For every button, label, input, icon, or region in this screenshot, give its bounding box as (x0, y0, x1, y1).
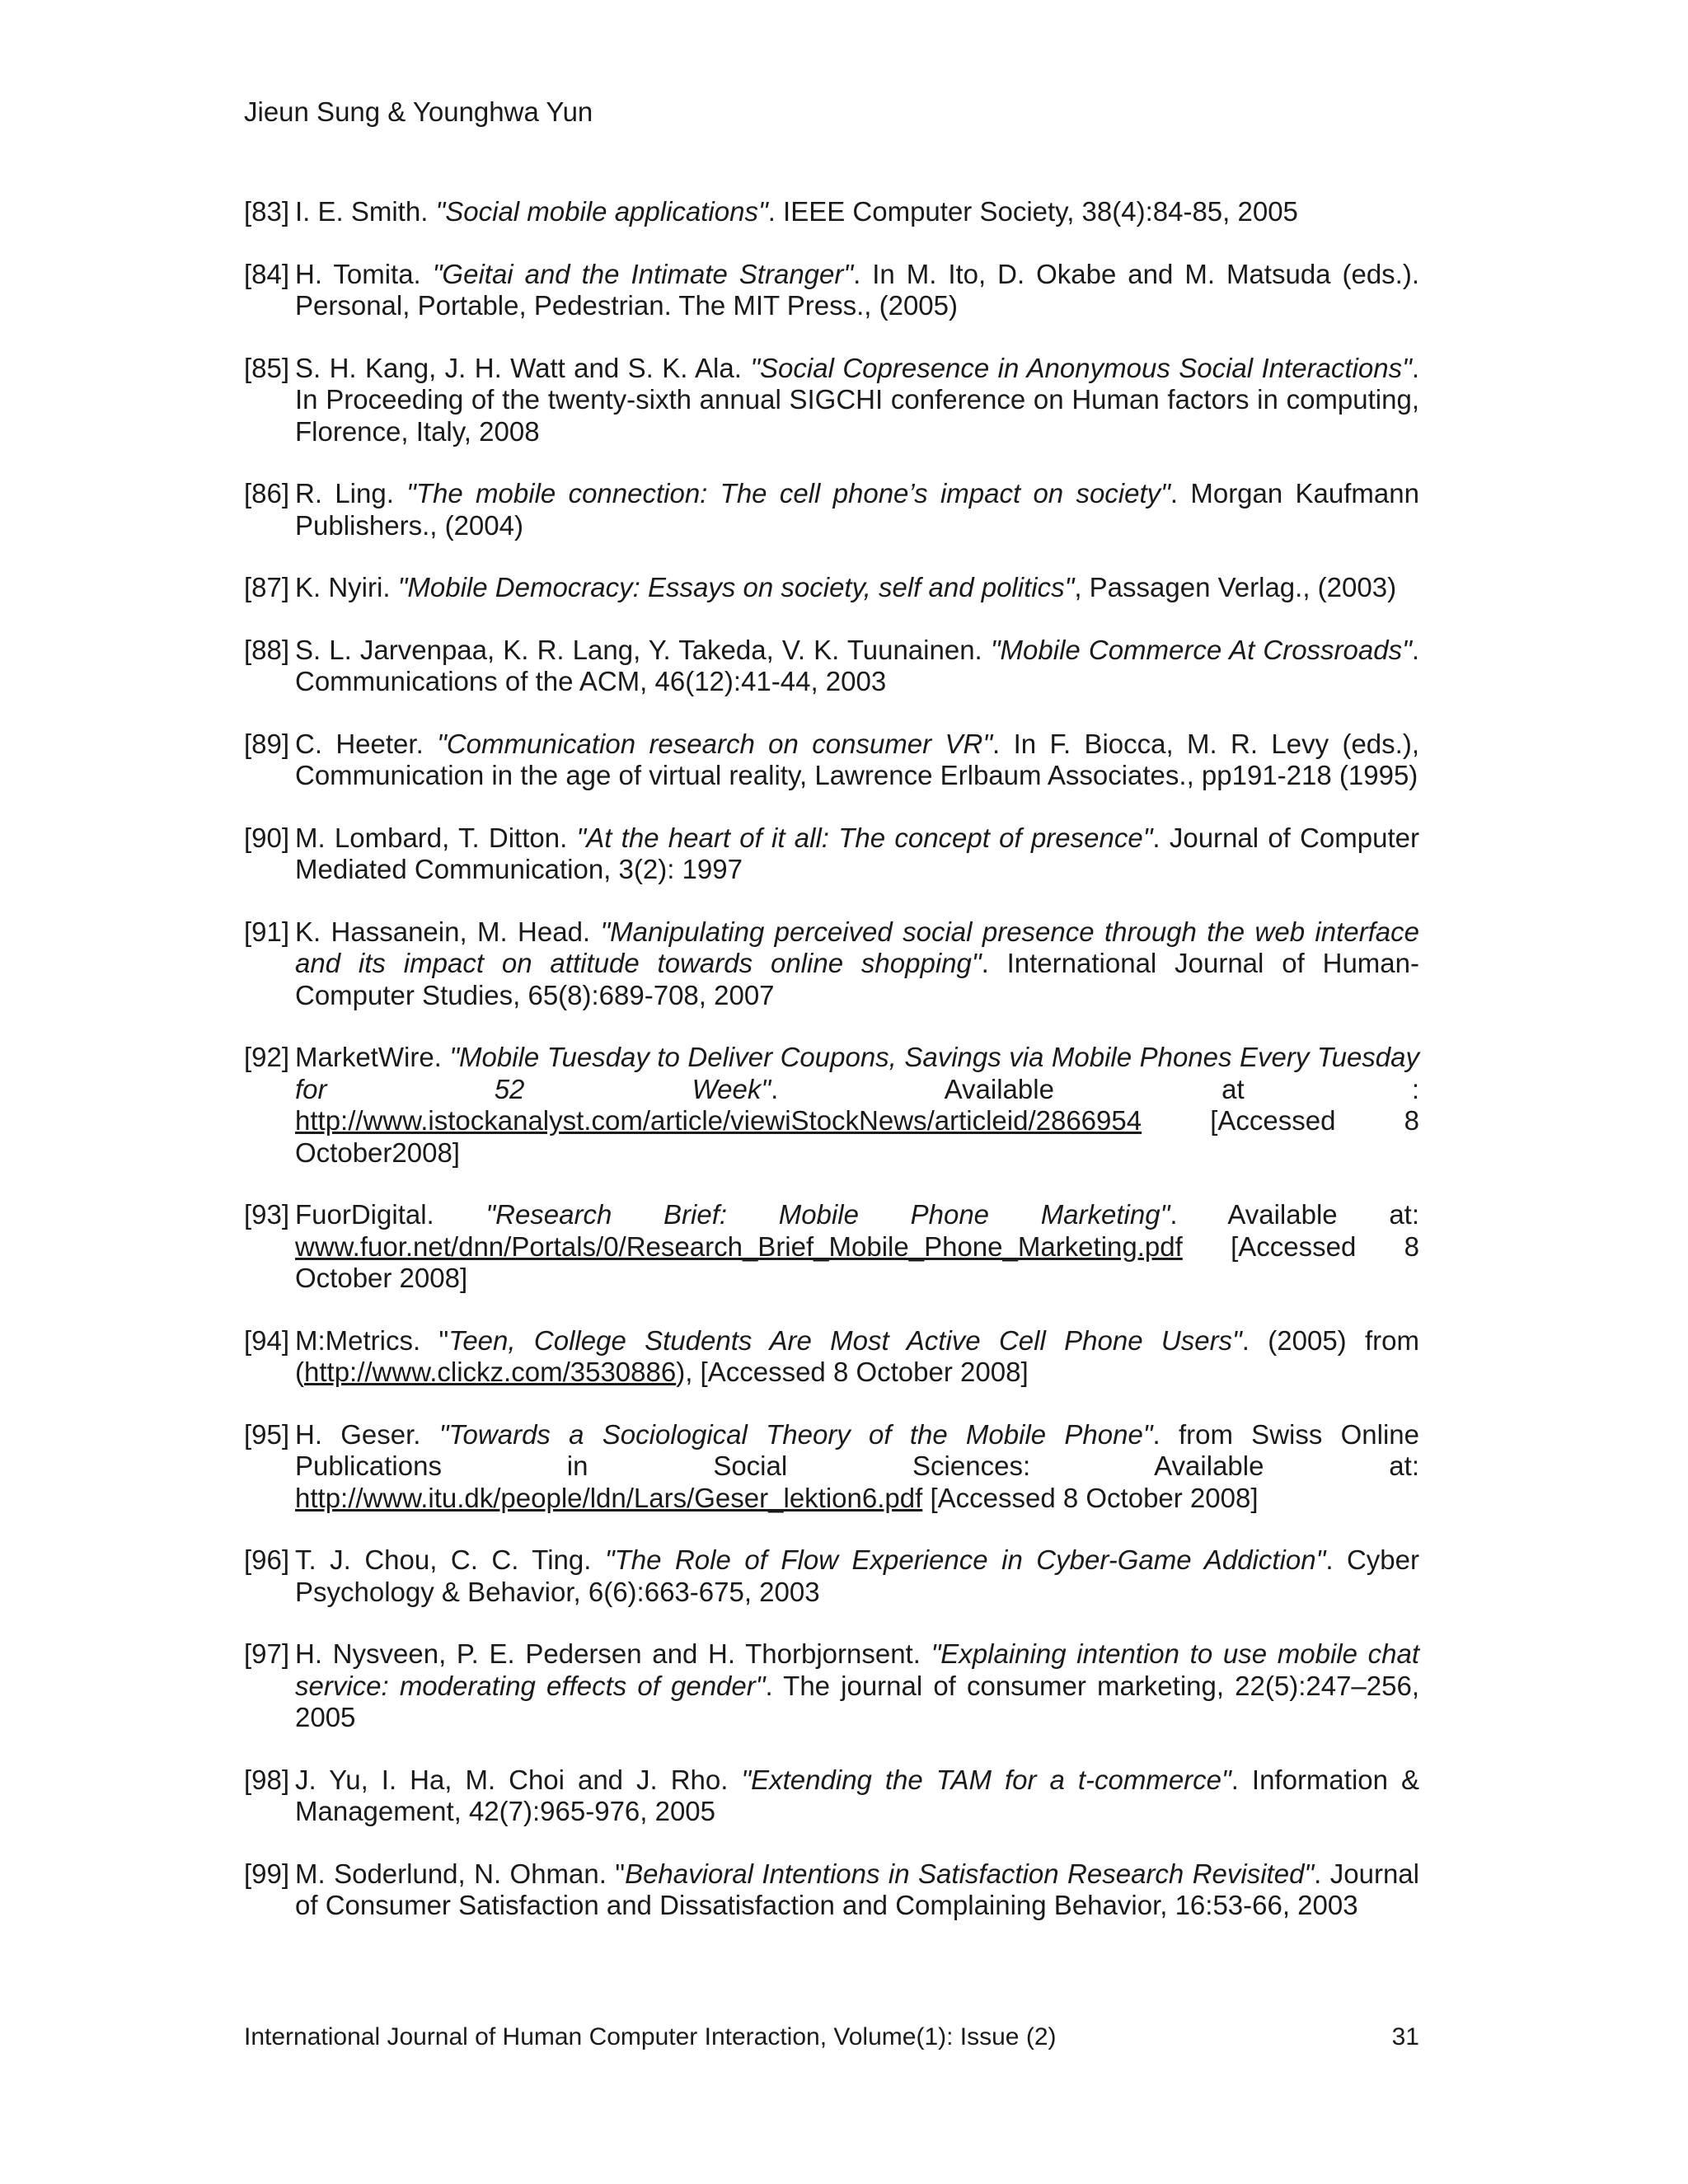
reference-text (295, 259, 1419, 321)
reference-number: [96] (244, 1544, 290, 1575)
reference-number: [98] (244, 1764, 290, 1795)
reference-text-segment: K. Hassanein, M. Head. (295, 916, 601, 947)
reference-number: [92] (244, 1042, 290, 1072)
reference-title: "The mobile connection: The cell phone’s impact on society" (406, 478, 1170, 509)
reference-text-segment: ), [Accessed 8 October 2008] (676, 1357, 1029, 1387)
reference-title: "Extending the TAM for a t-commerce" (741, 1764, 1231, 1795)
reference-text (295, 572, 1396, 602)
reference-item (244, 353, 1419, 448)
reference-text (295, 916, 1419, 1010)
reference-text-segment: . from Swiss Online Publications in Social Sciences: Available at: (295, 1418, 1419, 1481)
reference-item (244, 823, 1419, 886)
reference-text-segment: . In Proceeding of the twenty-sixth annual SIGCHI conference on Human factors in computing, Florence, Italy, 2008 (295, 352, 1419, 447)
reference-text-segment: . Journal of Consumer Satisfaction and Dissatisfaction and Complaining Behavior, 16:53-66, 2003 (295, 1858, 1419, 1920)
reference-number: [90] (244, 822, 290, 853)
reference-text (295, 196, 1298, 227)
reference-link[interactable]: www.fuor.net/dnn/Portals/0/Research_Brief_Mobile_Phone_Marketing.pdf (295, 1230, 1183, 1262)
reference-number: [83] (244, 196, 290, 227)
reference-text-segment: . Available at : (771, 1073, 1419, 1104)
reference-item (244, 1544, 1419, 1608)
reference-number: [88] (244, 634, 290, 665)
reference-text-segment: C. Heeter. (295, 728, 438, 759)
reference-text-segment: . Information & Management, 42(7):965-976, 2005 (295, 1764, 1419, 1826)
reference-item (244, 1042, 1419, 1169)
reference-text (295, 1858, 1419, 1921)
reference-title: "Towards a Sociological Theory of the Mobile Phone" (438, 1418, 1153, 1450)
reference-item (244, 478, 1419, 541)
reference-text-segment: K. Nyiri. (295, 572, 398, 602)
reference-text-segment: H. Tomita. (295, 258, 433, 289)
reference-number: [93] (244, 1199, 290, 1230)
reference-item (244, 1638, 1419, 1734)
reference-number: [91] (244, 916, 290, 947)
reference-text-segment: M. Soderlund, N. Ohman. " (295, 1858, 626, 1889)
reference-text (295, 1042, 1419, 1168)
reference-number: [89] (244, 728, 290, 759)
reference-text-segment: . International Journal of Human-Computer Studies, 65(8):689-708, 2007 (295, 948, 1419, 1010)
reference-title: "Social Copresence in Anonymous Social Interactions" (750, 352, 1412, 383)
reference-text-segment: M:Metrics. " (295, 1324, 449, 1356)
reference-title: "Mobile Commerce At Crossroads" (990, 634, 1412, 665)
reference-item (244, 1325, 1419, 1389)
footer-journal: International Journal of Human Computer Interaction, Volume(1): Issue (2) (244, 2023, 1057, 2050)
reference-text-segment: [Accessed 8 October2008] (295, 1105, 1419, 1168)
reference-number: [97] (244, 1638, 290, 1669)
reference-title: Behavioral Intentions in Satisfaction Research Revisited" (625, 1858, 1315, 1889)
reference-text-segment: M. Lombard, T. Ditton. (295, 822, 577, 853)
reference-text (295, 635, 1419, 697)
reference-number: [95] (244, 1418, 290, 1450)
reference-item (244, 1765, 1419, 1828)
reference-number: [84] (244, 258, 290, 289)
reference-text (295, 478, 1419, 541)
reference-text-segment: H. Geser. (295, 1418, 439, 1450)
reference-number: [99] (244, 1858, 290, 1889)
reference-title: "Manipulating perceived social presence through the web interface and its impact on attitude towards online shopping" (295, 916, 1419, 978)
reference-text (295, 1419, 1419, 1513)
reference-text-segment: . Morgan Kaufmann Publishers., (2004) (295, 478, 1419, 541)
reference-text-segment: S. H. Kang, J. H. Watt and S. K. Ala. (295, 352, 751, 383)
reference-text (295, 1544, 1419, 1607)
reference-text-segment: . In M. Ito, D. Okabe and M. Matsuda (eds.). Personal, Portable, Pedestrian. The MIT Press., (2005) (295, 258, 1420, 321)
reference-text-segment: J. Yu, I. Ha, M. Choi and J. Rho. (295, 1764, 742, 1795)
reference-title: "At the heart of it all: The concept of presence" (576, 822, 1153, 853)
reference-item (244, 1858, 1419, 1922)
reference-text-segment: . IEEE Computer Society, 38(4):84-85, 2005 (767, 196, 1298, 227)
reference-link[interactable]: http://www.clickz.com/3530886 (304, 1357, 677, 1387)
reference-text (295, 353, 1419, 447)
reference-number: [87] (244, 572, 290, 602)
page-footer (244, 2022, 1419, 2052)
reference-item (244, 1419, 1419, 1515)
reference-text-segment: R. Ling. (295, 478, 407, 509)
reference-text-segment: . Journal of Computer Mediated Communication, 3(2): 1997 (295, 822, 1419, 884)
reference-item (244, 635, 1419, 698)
reference-text-segment: MarketWire. (295, 1042, 450, 1072)
reference-title: "Communication research on consumer VR" (437, 728, 993, 759)
reference-number: [94] (244, 1324, 290, 1356)
reference-list (244, 196, 1419, 1922)
reference-link[interactable]: http://www.itu.dk/people/ldn/Lars/Geser_lektion6.pdf (295, 1482, 923, 1513)
reference-item (244, 259, 1419, 322)
reference-title: "Explaining intention to use mobile chat service: moderating effects of gender" (295, 1638, 1420, 1701)
reference-title: "Social mobile applications" (435, 196, 768, 227)
reference-title: "Geitai and the Intimate Stranger" (432, 258, 854, 289)
reference-title: "Mobile Democracy: Essays on society, self and politics" (397, 572, 1075, 602)
reference-text (295, 1638, 1419, 1732)
reference-title: "Mobile Tuesday to Deliver Coupons, Savings via Mobile Phones Every Tuesday for 52 Week" (295, 1042, 1419, 1104)
reference-title: Teen, College Students Are Most Active Cell Phone Users" (448, 1324, 1242, 1356)
reference-item (244, 1199, 1419, 1295)
reference-item (244, 729, 1419, 792)
reference-text (295, 729, 1419, 791)
reference-text-segment: . Cyber Psychology & Behavior, 6(6):663-675, 2003 (295, 1544, 1420, 1607)
reference-text-segment: S. L. Jarvenpaa, K. R. Lang, Y. Takeda, V. K. Tuunainen. (295, 634, 991, 665)
reference-title: "Research Brief: Mobile Phone Marketing" (485, 1199, 1170, 1230)
reference-text (295, 1325, 1419, 1388)
reference-text-segment: [Accessed 8 October 2008] (922, 1482, 1259, 1513)
reference-text-segment: I. E. Smith. (295, 196, 436, 227)
reference-item (244, 572, 1419, 604)
running-header: Jieun Sung & Younghwa Yun (244, 96, 593, 127)
reference-text-segment: T. J. Chou, C. C. Ting. (295, 1544, 605, 1575)
reference-text-segment: H. Nysveen, P. E. Pedersen and H. Thorbjornsent. (295, 1638, 931, 1669)
reference-text (295, 823, 1419, 885)
reference-text-segment: [Accessed 8 October 2008] (295, 1230, 1419, 1293)
reference-text-segment: . Available at: (1170, 1199, 1420, 1230)
page-number: 31 (1391, 2023, 1419, 2050)
reference-text-segment: . The journal of consumer marketing, 22(5):247–256, 2005 (295, 1670, 1419, 1732)
reference-text-segment: FuorDigital. (295, 1199, 486, 1230)
reference-text-segment: . (2005) from ( (295, 1324, 1419, 1387)
reference-text (295, 1199, 1419, 1293)
reference-number: [86] (244, 478, 290, 509)
reference-text-segment: . In F. Biocca, M. R. Levy (eds.), Communication in the age of virtual reality, Lawrence Erlbaum Associates., pp191-218 (1995) (295, 728, 1419, 790)
reference-number: [85] (244, 352, 290, 383)
reference-item (244, 196, 1419, 228)
reference-text-segment: . Communications of the ACM, 46(12):41-44, 2003 (295, 634, 1419, 696)
reference-link[interactable]: http://www.istockanalyst.com/article/viewiStockNews/articleid/2866954 (295, 1105, 1142, 1136)
reference-title: "The Role of Flow Experience in Cyber-Game Addiction" (604, 1544, 1326, 1575)
reference-text-segment: , Passagen Verlag., (2003) (1074, 572, 1397, 602)
reference-item (244, 916, 1419, 1012)
reference-text (295, 1765, 1419, 1827)
